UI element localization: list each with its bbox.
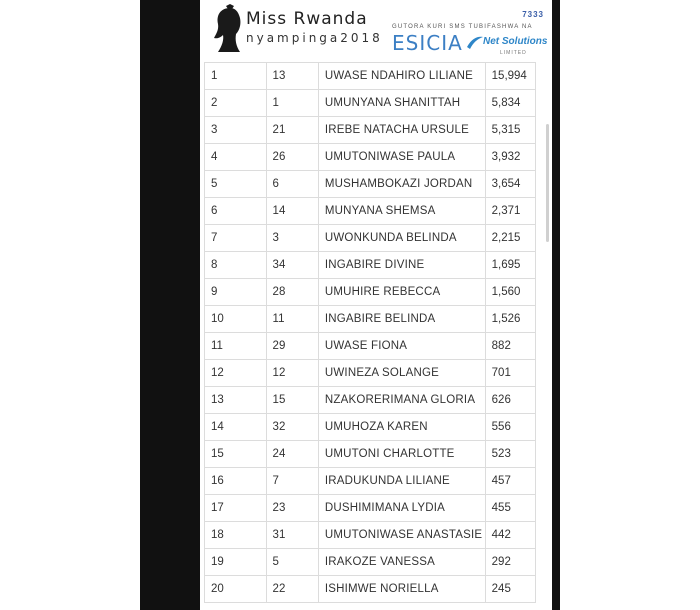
cell-number: 26 xyxy=(266,144,318,171)
table-row xyxy=(205,279,536,306)
cell-votes: 2,371 xyxy=(485,198,535,225)
cell-name: NZAKORERIMANA GLORIA xyxy=(318,387,485,414)
cell-rank: 13 xyxy=(205,387,267,414)
cell-rank: 10 xyxy=(205,306,267,333)
cell-rank: 19 xyxy=(205,549,267,576)
cell-name: MUNYANA SHEMSA xyxy=(318,198,485,225)
cell-rank: 7 xyxy=(205,225,267,252)
table-row xyxy=(205,63,536,90)
cell-rank: 3 xyxy=(205,117,267,144)
cell-name: UWINEZA SOLANGE xyxy=(318,360,485,387)
cell-number: 21 xyxy=(266,117,318,144)
table-row xyxy=(205,468,536,495)
cell-number: 34 xyxy=(266,252,318,279)
net-solutions-sub: LIMITED xyxy=(500,50,527,56)
brand-subtitle: nyampinga2018 xyxy=(246,31,383,45)
table-row xyxy=(205,90,536,117)
cell-votes: 5,834 xyxy=(485,90,535,117)
ranking-table-body xyxy=(205,63,536,603)
table-row xyxy=(205,252,536,279)
cell-votes: 5,315 xyxy=(485,117,535,144)
cell-rank: 6 xyxy=(205,198,267,225)
cell-rank: 15 xyxy=(205,441,267,468)
cell-name: UMUHOZA KAREN xyxy=(318,414,485,441)
cell-name: IRAKOZE VANESSA xyxy=(318,549,485,576)
cell-name: UMUNYANA SHANITTAH xyxy=(318,90,485,117)
cell-name: UWASE FIONA xyxy=(318,333,485,360)
results-sheet xyxy=(200,0,552,610)
cell-name: INGABIRE BELINDA xyxy=(318,306,485,333)
cell-number: 31 xyxy=(266,522,318,549)
cell-votes: 2,215 xyxy=(485,225,535,252)
cell-number: 3 xyxy=(266,225,318,252)
sms-instruction: GUTORA KURI SMS TUBIFASHWA NA xyxy=(392,24,533,30)
right-dark-border xyxy=(552,0,560,610)
cell-number: 5 xyxy=(266,549,318,576)
cell-number: 23 xyxy=(266,495,318,522)
cell-rank: 16 xyxy=(205,468,267,495)
net-solutions-swoosh-icon xyxy=(466,34,484,50)
cell-rank: 1 xyxy=(205,63,267,90)
cell-number: 32 xyxy=(266,414,318,441)
cell-number: 12 xyxy=(266,360,318,387)
cell-rank: 9 xyxy=(205,279,267,306)
table-row xyxy=(205,360,536,387)
cell-votes: 245 xyxy=(485,576,535,603)
cell-name: MUSHAMBOKAZI JORDAN xyxy=(318,171,485,198)
left-dark-border xyxy=(140,0,200,610)
cell-number: 24 xyxy=(266,441,318,468)
cell-votes: 1,695 xyxy=(485,252,535,279)
cell-rank: 11 xyxy=(205,333,267,360)
cell-name: UMUTONIWASE PAULA xyxy=(318,144,485,171)
cell-rank: 17 xyxy=(205,495,267,522)
table-row xyxy=(205,171,536,198)
cell-rank: 18 xyxy=(205,522,267,549)
cell-number: 1 xyxy=(266,90,318,117)
cell-number: 6 xyxy=(266,171,318,198)
table-row xyxy=(205,495,536,522)
ranking-table xyxy=(204,62,536,603)
cell-name: UMUTONI CHARLOTTE xyxy=(318,441,485,468)
table-row xyxy=(205,117,536,144)
sms-code: 7333 xyxy=(522,10,544,19)
cell-votes: 882 xyxy=(485,333,535,360)
cell-name: ISHIMWE NORIELLA xyxy=(318,576,485,603)
cell-number: 14 xyxy=(266,198,318,225)
header xyxy=(200,0,552,60)
cell-name: UMUHIRE REBECCA xyxy=(318,279,485,306)
cell-number: 22 xyxy=(266,576,318,603)
cell-votes: 523 xyxy=(485,441,535,468)
cell-name: UMUTONIWASE ANASTASIE xyxy=(318,522,485,549)
cell-rank: 4 xyxy=(205,144,267,171)
table-row xyxy=(205,225,536,252)
table-row xyxy=(205,306,536,333)
cell-name: UWASE NDAHIRO LILIANE xyxy=(318,63,485,90)
esicia-logo: ESICIA xyxy=(392,31,463,55)
cell-votes: 292 xyxy=(485,549,535,576)
cell-number: 7 xyxy=(266,468,318,495)
cell-votes: 626 xyxy=(485,387,535,414)
brand-title: Miss Rwanda xyxy=(246,9,368,29)
table-row xyxy=(205,414,536,441)
cell-name: IREBE NATACHA URSULE xyxy=(318,117,485,144)
cell-votes: 1,526 xyxy=(485,306,535,333)
cell-rank: 14 xyxy=(205,414,267,441)
net-solutions-logo: Net Solutions xyxy=(483,36,548,47)
cell-votes: 442 xyxy=(485,522,535,549)
cell-name: IRADUKUNDA LILIANE xyxy=(318,468,485,495)
miss-rwanda-logo-icon xyxy=(210,4,246,54)
cell-votes: 1,560 xyxy=(485,279,535,306)
cell-votes: 455 xyxy=(485,495,535,522)
cell-votes: 3,932 xyxy=(485,144,535,171)
cell-number: 13 xyxy=(266,63,318,90)
cell-rank: 2 xyxy=(205,90,267,117)
cell-rank: 5 xyxy=(205,171,267,198)
cell-rank: 8 xyxy=(205,252,267,279)
cell-number: 15 xyxy=(266,387,318,414)
cell-votes: 701 xyxy=(485,360,535,387)
scrollbar-thumb[interactable] xyxy=(546,124,549,242)
cell-name: DUSHIMIMANA LYDIA xyxy=(318,495,485,522)
table-row xyxy=(205,333,536,360)
table-row xyxy=(205,576,536,603)
cell-votes: 3,654 xyxy=(485,171,535,198)
table-row xyxy=(205,387,536,414)
cell-number: 28 xyxy=(266,279,318,306)
cell-name: UWONKUNDA BELINDA xyxy=(318,225,485,252)
table-row xyxy=(205,441,536,468)
table-row xyxy=(205,198,536,225)
table-row xyxy=(205,144,536,171)
cell-name: INGABIRE DIVINE xyxy=(318,252,485,279)
cell-votes: 15,994 xyxy=(485,63,535,90)
cell-rank: 12 xyxy=(205,360,267,387)
cell-number: 11 xyxy=(266,306,318,333)
table-row xyxy=(205,549,536,576)
cell-votes: 457 xyxy=(485,468,535,495)
cell-votes: 556 xyxy=(485,414,535,441)
cell-rank: 20 xyxy=(205,576,267,603)
table-row xyxy=(205,522,536,549)
cell-number: 29 xyxy=(266,333,318,360)
